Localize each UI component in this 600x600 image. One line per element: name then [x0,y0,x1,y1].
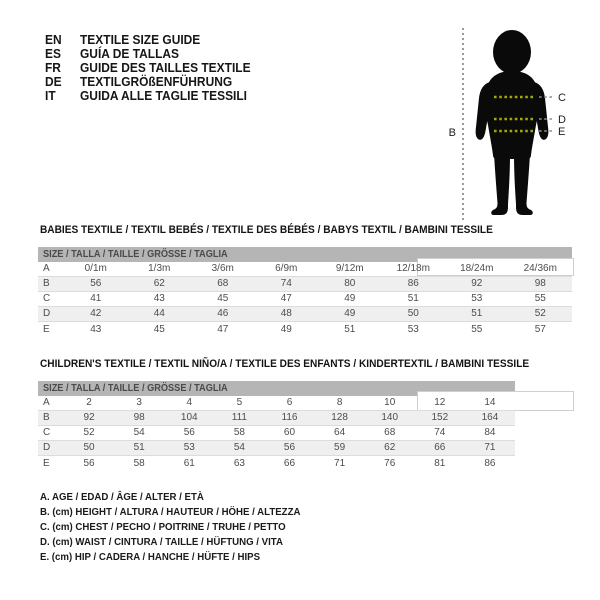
table-cell: 51 [133,442,145,453]
child-silhouette-figure [440,25,585,227]
row-label: D [43,442,51,453]
table-cell: 6 [286,397,293,408]
table-cell: 58 [233,427,245,438]
language-row-fr [45,61,265,75]
table-cell: 56 [283,442,296,453]
row-label: B [43,278,50,289]
child-silhouette [476,30,549,215]
children-section-title-text: CHILDREN'S TEXTILE / TEXTIL NIÑO/A / TEXTILE DES ENFANTS / KINDERTEXTIL / BAMBINI TESSILE [40,358,530,370]
language-label: GUIDE DES TAILLES TEXTILE [80,60,251,75]
table-cell: 66 [434,442,446,453]
table-cell: 164 [481,412,499,423]
table-row-e [38,456,515,471]
table-cell: 104 [180,412,198,423]
table-cell: 55 [534,293,546,304]
table-cell: 66 [283,458,296,469]
table-cell: 54 [133,427,145,438]
table-cell: 49 [344,293,356,304]
legend-row: A. AGE / EDAD / ÂGE / ALTER / ETÀ [40,491,204,503]
table-cell: 6/9m [275,263,298,274]
table-cell: 68 [217,278,229,289]
table-cell: 43 [153,293,165,304]
hip-label: E [558,126,566,138]
table-cell: 50 [407,308,419,319]
language-label: TEXTILE SIZE GUIDE [80,32,201,47]
table-cell: 44 [153,308,165,319]
table-cell: 51 [407,293,419,304]
language-code: DE [45,74,62,89]
table-cell: 152 [431,412,449,423]
table-cell: 47 [280,293,292,304]
table-row-a [38,396,515,411]
table-cell: 51 [471,308,483,319]
table-cell: 49 [280,324,292,335]
table-cell: 12 [434,397,446,408]
table-cell: 56 [90,278,102,289]
table-cell: 5 [236,397,243,408]
table-cell: 64 [334,427,346,438]
table-cell: 61 [183,458,195,469]
babies-table-rows [38,262,572,337]
row-label: C [43,293,51,304]
table-cell: 56 [183,427,195,438]
table-row-c [38,292,572,307]
table-cell: 48 [280,308,292,319]
table-cell: 50 [83,442,95,453]
row-label: A [43,263,50,274]
table-cell: 59 [334,442,346,453]
table-cell: 92 [83,412,95,423]
table-row-d [38,441,515,456]
table-cell: 10 [384,397,396,408]
table-cell: 42 [90,308,102,319]
table-cell: 116 [281,412,298,423]
table-row-d [38,307,572,322]
table-cell: 52 [83,427,95,438]
waist-label: D [558,114,566,126]
table-cell: 9/12m [335,263,364,274]
table-cell: 49 [344,308,356,319]
table-cell: 74 [434,427,446,438]
table-cell: 140 [381,412,399,423]
table-cell: 58 [133,458,145,469]
table-row-c [38,426,515,441]
table-row-b [38,411,515,426]
table-cell: 68 [384,427,396,438]
row-label: A [43,397,50,408]
children-size-table [38,381,515,471]
table-cell: 24/36m [523,263,557,274]
legend-row: E. (cm) HIP / CADERA / HANCHE / HÜFTE / HIPS [40,551,261,563]
babies-section-title [40,224,532,236]
row-label: E [43,458,50,469]
table-cell: 128 [331,412,348,423]
children-size-header-text: SIZE / TALLA / TAILLE / GRÖSSE / TAGLIA [43,383,228,394]
chest-label: C [558,92,566,104]
table-cell: 86 [407,278,419,289]
language-row-de [45,75,265,89]
table-cell: 41 [90,293,102,304]
table-cell: 8 [336,397,343,408]
table-cell: 53 [407,324,419,335]
table-cell: 1/3m [148,263,171,274]
table-cell: 80 [344,278,356,289]
table-cell: 3 [136,397,142,408]
table-row-e [38,322,572,337]
table-cell: 0/1m [84,263,107,274]
table-cell: 52 [534,308,546,319]
legend-row: C. (cm) CHEST / PECHO / POITRINE / TRUHE / PETTO [40,521,286,533]
children-section-title [40,358,572,370]
table-cell: 98 [133,412,145,423]
height-label: B [448,127,456,139]
table-cell: 63 [233,458,245,469]
row-label: B [43,412,50,423]
table-cell: 57 [534,324,546,335]
table-cell: 51 [344,324,356,335]
legend-row: B. (cm) HEIGHT / ALTURA / HAUTEUR / HÖHE / ALTEZZA [40,506,301,518]
table-cell: 3/6m [211,263,234,274]
children-table-rows [38,396,515,471]
table-cell: 18/24m [460,263,494,274]
babies-size-header-text: SIZE / TALLA / TAILLE / GRÖSSE / TAGLIA [43,249,228,260]
table-row-a [38,262,572,277]
measurement-legend [40,490,323,565]
table-cell: 56 [83,458,95,469]
language-label: GUÍA DE TALLAS [80,46,180,61]
table-cell: 111 [231,412,247,423]
table-cell: 62 [153,278,165,289]
table-cell: 74 [280,278,292,289]
language-code: IT [45,88,56,103]
table-cell: 46 [217,308,229,319]
table-cell: 53 [183,442,195,453]
table-cell: 47 [217,324,229,335]
table-cell: 45 [153,324,165,335]
language-row-es [45,47,265,61]
table-cell: 43 [90,324,102,335]
table-cell: 60 [283,427,296,438]
table-cell: 71 [484,442,496,453]
babies-size-table [38,247,572,337]
language-label: TEXTILGRÖßENFÜHRUNG [80,74,233,89]
language-row-en [45,33,265,47]
table-cell: 2 [86,397,92,408]
language-list [45,33,265,103]
table-cell: 54 [233,442,245,453]
language-label: GUIDA ALLE TAGLIE TESSILI [80,88,248,103]
row-label: E [43,324,50,335]
row-label: C [43,427,51,438]
table-cell: 86 [484,458,496,469]
language-code: EN [45,32,62,47]
babies-section-title-text: BABIES TEXTILE / TEXTIL BEBÉS / TEXTILE DES BÉBÉS / BABYS TEXTIL / BAMBINI TESSILE [40,224,493,236]
table-cell: 55 [471,324,483,335]
table-cell: 71 [334,458,346,469]
language-row-it [45,89,265,103]
table-cell: 4 [186,397,193,408]
table-row-b [38,277,572,292]
table-cell: 84 [484,427,496,438]
table-cell: 92 [471,278,483,289]
table-cell: 53 [471,293,483,304]
row-label: D [43,308,51,319]
table-cell: 81 [434,458,446,469]
table-cell: 12/18m [396,263,430,274]
table-cell: 76 [384,458,396,469]
table-cell: 45 [217,293,229,304]
table-cell: 62 [384,442,396,453]
language-code: ES [45,46,61,61]
table-cell: 98 [534,278,546,289]
legend-row: D. (cm) WAIST / CINTURA / TAILLE / HÜFTUNG / VITA [40,536,283,548]
language-code: FR [45,60,61,75]
table-cell: 14 [484,397,496,408]
